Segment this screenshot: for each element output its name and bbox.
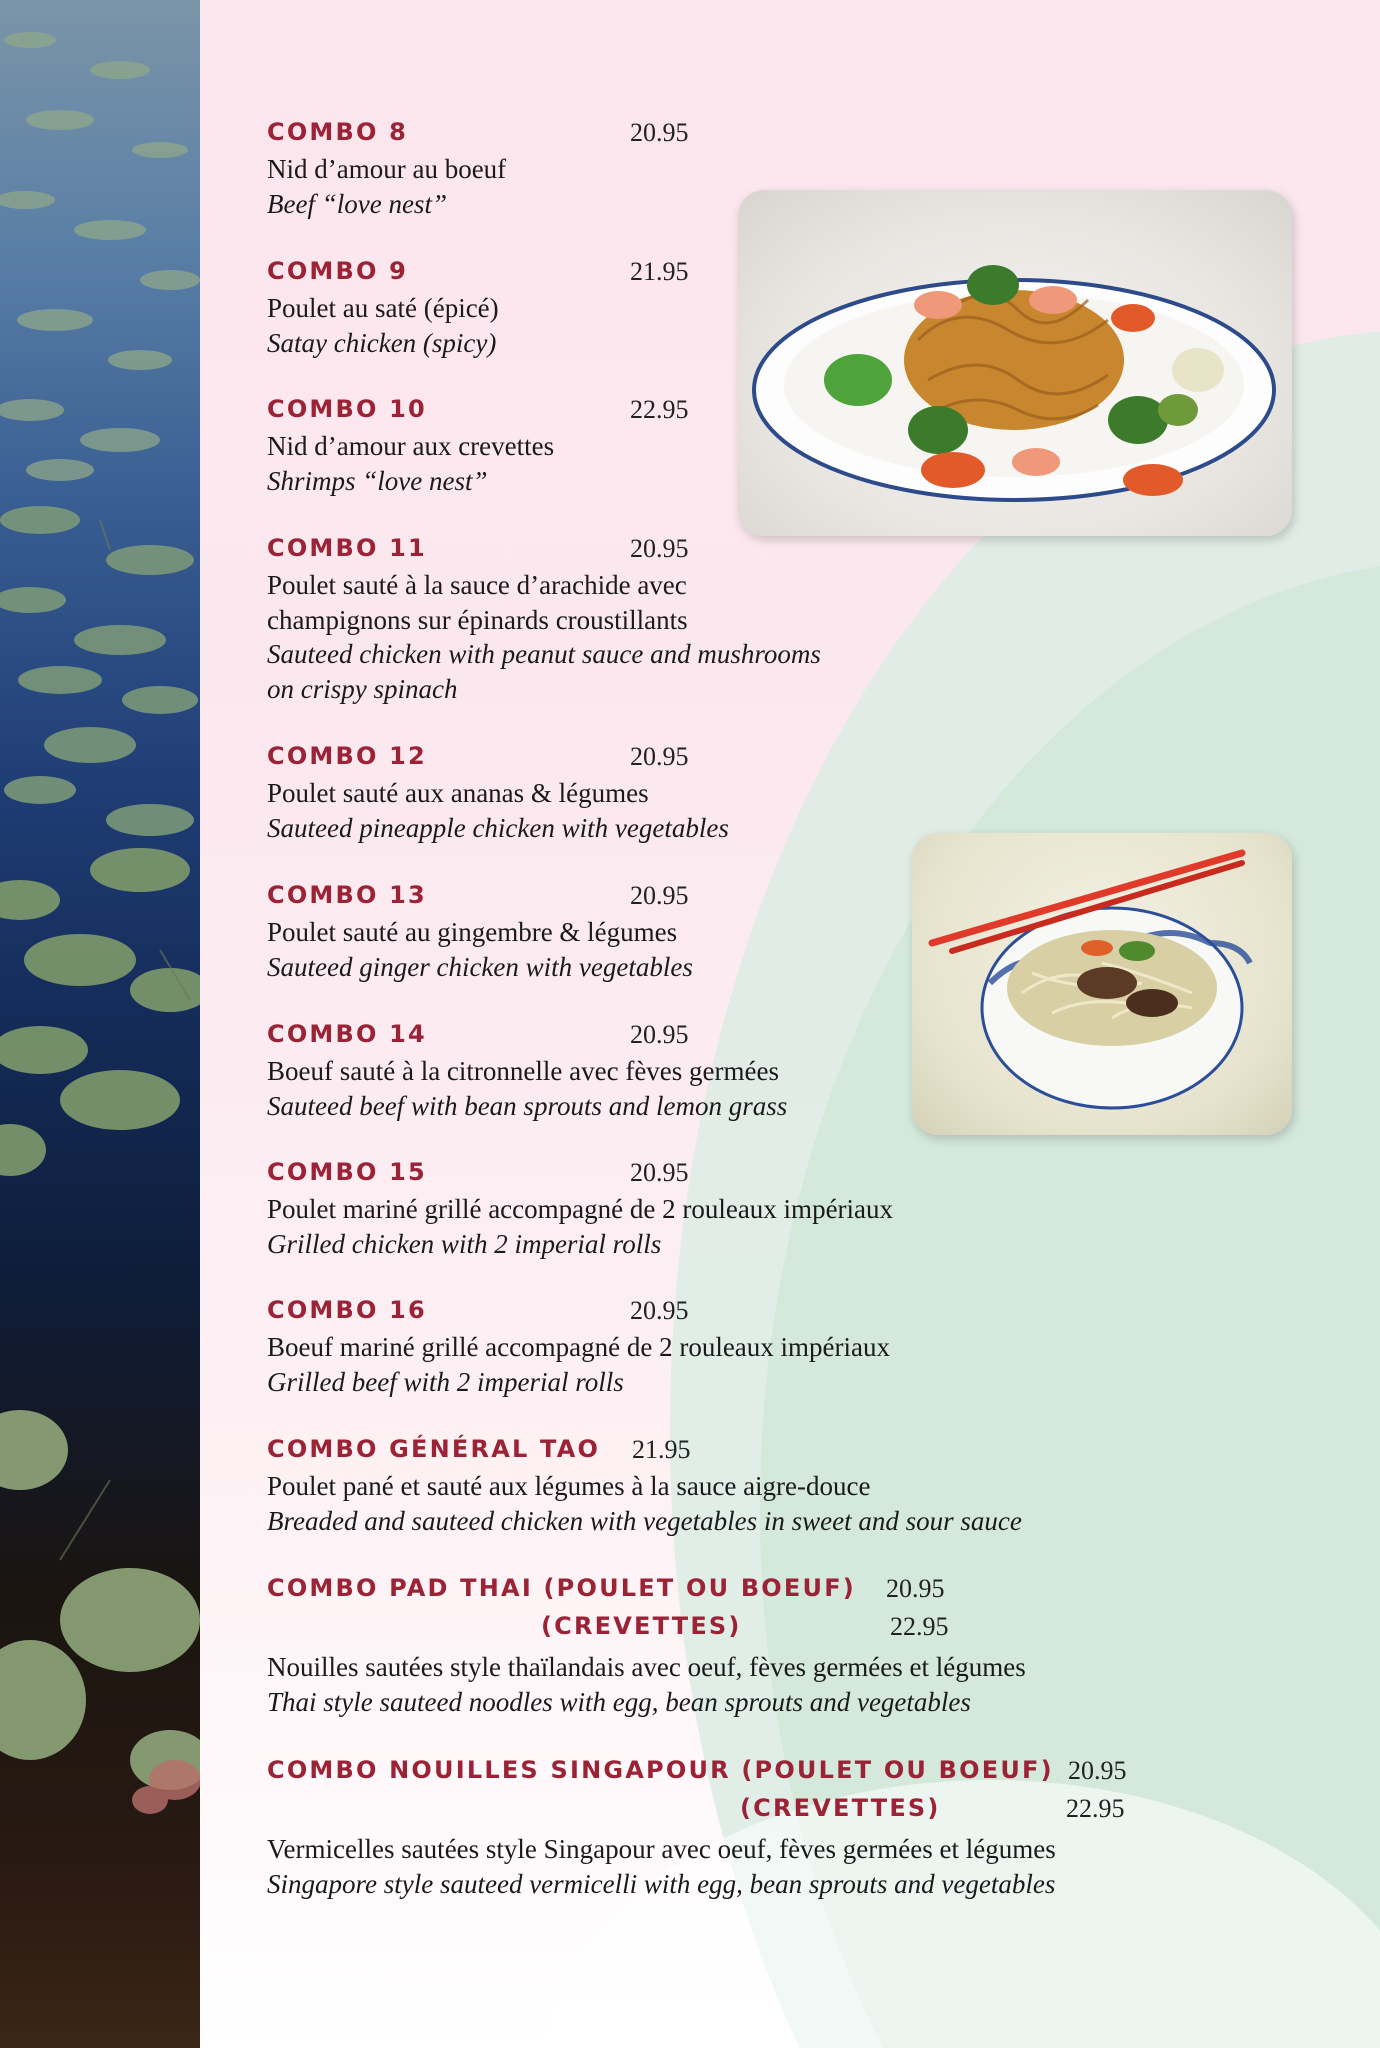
item-description-fr: Vermicelles sautées style Singapour avec oeuf, fèves germées et légumes: [267, 1834, 1056, 1864]
item-description-fr: Nid d’amour au boeuf: [267, 154, 507, 184]
item-description-en: Breaded and sauteed chicken with vegetables in sweet and sour sauce: [267, 1505, 1022, 1536]
item-description-en: Sauteed chicken with peanut sauce and mushrooms: [267, 639, 821, 669]
item-subtitle: (CREVETTES): [740, 1794, 941, 1822]
item-price: 20.95: [630, 1020, 689, 1049]
item-title: COMBO 9: [267, 257, 409, 285]
item-title: COMBO 10: [267, 395, 427, 423]
menu-item-combo-12: [267, 742, 1187, 845]
item-price: 21.95: [630, 257, 689, 286]
menu-item-combo-pad-thai: [267, 1574, 1187, 1719]
item-description-en: Thai style sauteed noodles with egg, bean sprouts and vegetables: [267, 1686, 971, 1717]
item-title: COMBO 12: [267, 742, 427, 770]
item-title: COMBO 13: [267, 881, 427, 909]
item-description-fr: Poulet pané et sauté aux légumes à la sauce aigre-douce: [267, 1471, 871, 1501]
menu-item-combo-10: [267, 395, 1187, 498]
item-price: 20.95: [630, 534, 689, 563]
item-title: COMBO 15: [267, 1158, 427, 1186]
menu-item-combo-singapour: [267, 1756, 1187, 1901]
item-description-fr: Poulet sauté à la sauce d’arachide avec: [267, 570, 687, 600]
item-title: COMBO GÉNÉRAL TAO: [267, 1435, 601, 1463]
item-title: COMBO NOUILLES SINGAPOUR (POULET OU BOEUF): [267, 1756, 1054, 1784]
menu-item-combo-general-tao: [267, 1435, 1187, 1538]
item-price: 20.95: [886, 1574, 945, 1603]
item-description-fr: Poulet sauté aux ananas & légumes: [267, 778, 649, 808]
item-description-en: Grilled beef with 2 imperial rolls: [267, 1366, 624, 1397]
item-description-en: Sauteed ginger chicken with vegetables: [267, 951, 693, 982]
menu-item-combo-13: [267, 881, 1187, 984]
item-description-fr: Poulet sauté au gingembre & légumes: [267, 917, 678, 947]
item-description-fr-cont: champignons sur épinards croustillants: [267, 604, 688, 635]
item-description-fr: Poulet mariné grillé accompagné de 2 rouleaux impériaux: [267, 1194, 894, 1224]
item-description-en: Shrimps “love nest”: [267, 465, 488, 496]
item-price: 20.95: [630, 1296, 689, 1325]
item-description-fr: Nid d’amour aux crevettes: [267, 431, 555, 461]
item-description-fr: Nouilles sautées style thaïlandais avec oeuf, fèves germées et légumes: [267, 1652, 1026, 1682]
item-price: 20.95: [630, 1158, 689, 1187]
item-subtitle: (CREVETTES): [541, 1612, 742, 1640]
item-description-en: Satay chicken (spicy): [267, 327, 497, 358]
item-description-fr: Boeuf sauté à la citronnelle avec fèves germées: [267, 1056, 779, 1086]
item-price: 20.95: [1068, 1756, 1127, 1785]
item-description-fr: Boeuf mariné grillé accompagné de 2 rouleaux impériaux: [267, 1332, 891, 1362]
item-description-en: Grilled chicken with 2 imperial rolls: [267, 1228, 662, 1259]
menu-item-combo-8: [267, 118, 1187, 221]
item-title: COMBO 8: [267, 118, 409, 146]
item-price: 21.95: [632, 1435, 691, 1464]
item-title: COMBO 11: [267, 534, 427, 562]
item-description-en-cont: on crispy spinach: [267, 673, 458, 704]
lily-pond-image: [0, 0, 200, 2048]
item-price: 22.95: [630, 395, 689, 424]
menu-item-combo-14: [267, 1020, 1187, 1123]
menu-item-combo-16: [267, 1296, 1187, 1399]
item-title: COMBO PAD THAI (POULET OU BOEUF): [267, 1574, 856, 1602]
item-description-en: Sauteed pineapple chicken with vegetables: [267, 812, 729, 843]
item-description-en: Sauteed beef with bean sprouts and lemon grass: [267, 1090, 788, 1121]
item-subprice: 22.95: [1066, 1794, 1125, 1823]
item-description-fr: Poulet au saté (épicé): [267, 293, 499, 323]
item-title: COMBO 16: [267, 1296, 427, 1324]
menu-item-combo-11: [267, 534, 1187, 706]
menu-item-combo-9: [267, 257, 1187, 360]
item-price: 20.95: [630, 742, 689, 771]
item-price: 20.95: [630, 881, 689, 910]
item-description-en: Beef “love nest”: [267, 188, 447, 219]
menu-item-combo-15: [267, 1158, 1187, 1261]
item-price: 20.95: [630, 118, 689, 147]
item-subprice: 22.95: [890, 1612, 949, 1641]
item-description-en: Singapore style sauteed vermicelli with egg, bean sprouts and vegetables: [267, 1868, 1056, 1899]
item-title: COMBO 14: [267, 1020, 427, 1048]
